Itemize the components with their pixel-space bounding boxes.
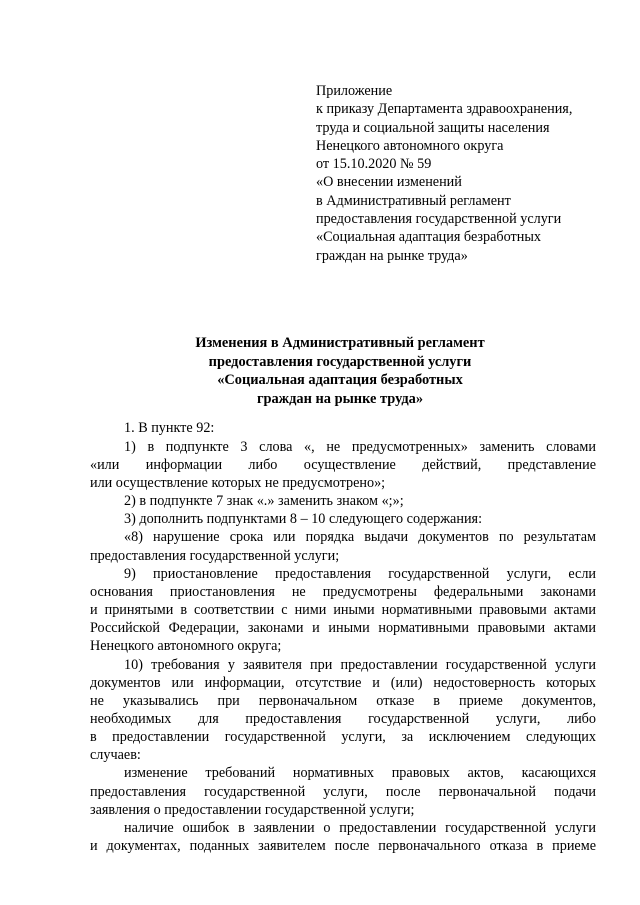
paragraph-line: предоставления государственной услуги, после первоначальной подачи <box>90 783 596 800</box>
paragraph-line: предоставления государственной услуги; <box>90 547 340 564</box>
appendix-line: «Социальная адаптация безработных <box>316 229 541 246</box>
title-line: граждан на рынке труда» <box>256 390 424 407</box>
appendix-line: к приказу Департамента здравоохранения, <box>316 101 573 118</box>
paragraph-line: изменение требований нормативных правовых актов, касающихся <box>124 765 596 782</box>
paragraph-line: 3) дополнить подпунктами 8 – 10 следующего содержания: <box>124 511 483 528</box>
title-line: Изменения в Административный регламент <box>195 335 485 351</box>
paragraph-line: в предоставлении государственной услуги, за исключением следующих <box>90 729 596 746</box>
appendix-header <box>316 82 616 265</box>
paragraph-line: наличие ошибок в заявлении о предоставлении государственной услуги <box>124 819 596 836</box>
paragraph-line: «8) нарушение срока или порядка выдачи документов по результатам <box>124 529 596 546</box>
appendix-line: от 15.10.2020 № 59 <box>316 156 432 173</box>
paragraph-line: и документах, поданных заявителем после первоначального отказа в приеме <box>90 838 596 855</box>
paragraph-line: документов или информации, отсутствие и (или) недостоверность которых <box>90 674 596 691</box>
appendix-line: «О внесении изменений <box>316 174 462 191</box>
paragraph-line: и принятыми в соответствии с ними иными нормативными правовыми актами <box>90 602 596 619</box>
appendix-line: Ненецкого автономного округа <box>316 137 504 154</box>
appendix-line: предоставления государственной услуги <box>316 211 562 228</box>
paragraph-line: случаев: <box>90 747 141 764</box>
paragraph-line: 2) в подпункте 7 знак «.» заменить знаком «;»; <box>124 493 404 510</box>
appendix-line: Приложение <box>316 83 393 99</box>
title-line: предоставления государственной услуги <box>208 353 472 370</box>
paragraph-line: 9) приостановление предоставления государственной услуги, если <box>124 565 596 582</box>
paragraph-line: не указывались при первоначальном отказе в приеме документов, <box>90 692 596 709</box>
paragraph-line: «или информации либо осуществление действий, представление <box>90 456 596 473</box>
appendix-line: в Административный регламент <box>316 192 511 209</box>
paragraph-line: или осуществление которых не предусмотрено»; <box>90 474 386 491</box>
paragraph-line: заявления о предоставлении государственной услуги; <box>90 801 415 818</box>
paragraph-line: 1) в подпункте 3 слова «, не предусмотренных» заменить словами <box>124 438 596 455</box>
paragraph-line: Российской Федерации, законами и иными нормативными правовыми актами <box>90 620 596 637</box>
paragraph-line: основания приостановления не предусмотрены федеральными законами <box>90 583 596 600</box>
document-title <box>90 334 590 408</box>
paragraph-line: 1. В пункте 92: <box>124 420 215 436</box>
document-body <box>90 419 596 855</box>
title-line: «Социальная адаптация безработных <box>217 372 463 388</box>
paragraph-line: 10) требования у заявителя при предоставлении государственной услуги <box>124 656 596 673</box>
appendix-line: граждан на рынке труда» <box>316 247 468 264</box>
paragraph-line: необходимых для предоставления государственной услуги, либо <box>90 711 596 727</box>
paragraph-line: Ненецкого автономного округа; <box>90 638 282 655</box>
appendix-line: труда и социальной защиты населения <box>316 119 550 136</box>
